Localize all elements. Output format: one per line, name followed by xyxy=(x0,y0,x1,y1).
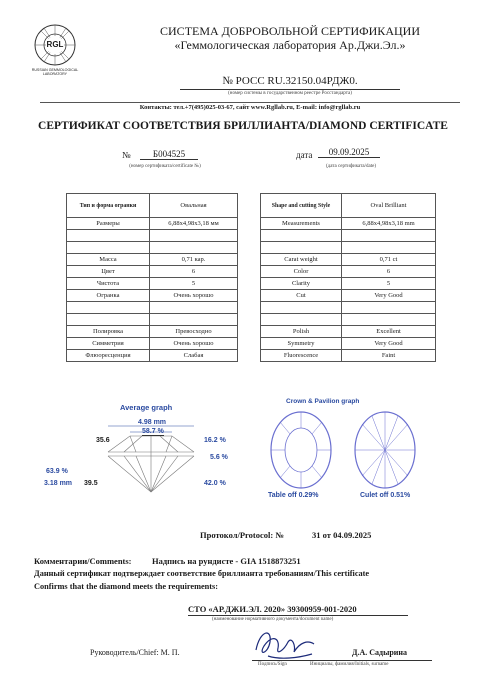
cell-label xyxy=(67,230,150,242)
table-row xyxy=(261,326,436,338)
cell-value xyxy=(150,302,238,314)
crown-angle-label: 35.6 xyxy=(96,437,110,444)
table-row xyxy=(67,338,238,350)
cell-value xyxy=(342,302,436,314)
pavilion-view-diagram xyxy=(352,410,418,490)
registry-caption: (номер системы в государственном реестре Росстандарта) xyxy=(228,91,352,96)
cell-label: Масса xyxy=(67,254,150,266)
cell-label: Цвет xyxy=(67,266,150,278)
cell-value: 5 xyxy=(150,278,238,290)
chief-name: Д.А. Садырина xyxy=(352,648,408,657)
cell-label: Размеры xyxy=(67,218,150,230)
table-russian xyxy=(66,193,238,362)
system-title: СИСТЕМА ДОБРОВОЛЬНОЙ СЕРТИФИКАЦИИ xyxy=(160,24,420,38)
cell-value: 6 xyxy=(150,266,238,278)
cell-value xyxy=(150,314,238,326)
contacts-line: Контакты: тел.+7(495)025-03-67, сайт www.Rgllab.ru, E-mail: info@rgllab.ru xyxy=(139,104,361,111)
cell-label: Measurements xyxy=(261,218,342,230)
cell-label: Cut xyxy=(261,290,342,302)
table-row xyxy=(261,314,436,326)
cell-value xyxy=(342,230,436,242)
cell-label xyxy=(67,314,150,326)
cell-value: 5 xyxy=(342,278,436,290)
cell-value: Excellent xyxy=(342,326,436,338)
table-percent-label: 58.7 % xyxy=(142,428,164,435)
table-row xyxy=(261,338,436,350)
cell-label xyxy=(67,242,150,254)
table-row xyxy=(261,218,436,230)
crown-height-label: 16.2 % xyxy=(204,437,226,444)
signature-rule xyxy=(252,660,432,661)
table-row xyxy=(67,314,238,326)
cell-value: 0,71 кар. xyxy=(150,254,238,266)
cell-value xyxy=(150,230,238,242)
cell-value: Слабая xyxy=(150,350,238,362)
cell-label: Флюоресценция xyxy=(67,350,150,362)
comments-value: Надпись на рундисте - GIA 1518873251 xyxy=(152,556,301,566)
logo-text: RGL xyxy=(46,40,64,49)
width-label: 4.98 mm xyxy=(138,419,167,426)
cert-date-prefix: дата xyxy=(296,150,313,160)
system-subtitle: «Геммологическая лаборатория Ар.Джи.Эл.» xyxy=(174,38,406,52)
name-caption: Инициалы, фамилия/Initials, surname xyxy=(310,662,389,667)
cell-value: 6,88x4,98x3,18 mm xyxy=(342,218,436,230)
standard-rule xyxy=(188,615,408,616)
table-row xyxy=(67,278,238,290)
cell-label: Symmetry xyxy=(261,338,342,350)
depth-mm-label: 3.18 mm xyxy=(44,480,73,487)
cell-label: Тип и форма огранки xyxy=(67,194,150,218)
table-row xyxy=(67,326,238,338)
cell-value: Очень хорошо xyxy=(150,290,238,302)
cell-label xyxy=(67,302,150,314)
chief-label: Руководитель/Chief: М. П. xyxy=(90,648,180,657)
standard-value: СТО «АР.ДЖИ.ЭЛ. 2020» 39300959-001-2020 xyxy=(188,604,357,614)
cell-label: Shape and cutting Style xyxy=(261,194,342,218)
table-off-label: Table off 0.29% xyxy=(268,492,319,499)
table-row xyxy=(67,350,238,362)
statement-line-2: Confirms that the diamond meets the requirements: xyxy=(34,582,219,591)
pavilion-depth-label: 42.0 % xyxy=(204,480,226,487)
cell-value xyxy=(342,314,436,326)
rgl-logo xyxy=(26,20,84,80)
table-row xyxy=(67,194,238,218)
logo-caption: RUSSIAN GEMMOLOGICAL LABORATORY xyxy=(31,68,79,76)
cell-label xyxy=(261,230,342,242)
table-row xyxy=(261,350,436,362)
table-row xyxy=(67,266,238,278)
total-depth-label: 63.9 % xyxy=(46,468,68,475)
cell-value: Овальная xyxy=(150,194,238,218)
protocol-value: 31 от 04.09.2025 xyxy=(312,530,372,540)
crown-graph-title: Crown & Pavilion graph xyxy=(286,398,360,405)
table-row xyxy=(261,194,436,218)
cell-label: Симметрия xyxy=(67,338,150,350)
table-row xyxy=(67,290,238,302)
cell-label: Carat weight xyxy=(261,254,342,266)
cell-label: Полировка xyxy=(67,326,150,338)
cert-number-caption: (номер сертификата/certificate №) xyxy=(129,164,201,169)
cell-value: 6 xyxy=(342,266,436,278)
table-row xyxy=(261,290,436,302)
cert-number-prefix: № xyxy=(122,150,131,160)
table-row xyxy=(261,242,436,254)
cell-value: Faint xyxy=(342,350,436,362)
cert-date-value: 09.09.2025 xyxy=(318,147,380,158)
cert-number-value: Б004525 xyxy=(140,149,198,160)
table-row xyxy=(67,218,238,230)
cell-value: Очень хорошо xyxy=(150,338,238,350)
table-row xyxy=(261,266,436,278)
cell-value: Very Good xyxy=(342,290,436,302)
table-row xyxy=(261,302,436,314)
cell-label xyxy=(261,242,342,254)
registry-number: № РОСС RU.32150.04РДЖ0. xyxy=(222,75,358,87)
cell-value xyxy=(342,242,436,254)
signature-caption: Подпись/Sign xyxy=(258,662,287,667)
cell-label: Fluorescence xyxy=(261,350,342,362)
registry-rule xyxy=(180,89,400,90)
signature-image xyxy=(250,620,320,664)
table-english xyxy=(260,193,436,362)
table-row xyxy=(261,230,436,242)
cert-date-caption: (дата сертификата/date) xyxy=(325,164,376,169)
table-row xyxy=(261,278,436,290)
comments-label: Комментарии/Comments: xyxy=(34,556,132,566)
cell-value: Very Good xyxy=(342,338,436,350)
average-graph-title: Average graph xyxy=(120,403,173,412)
standard-caption: (наименование нормативного документа/document name) xyxy=(212,617,334,622)
table-row xyxy=(67,302,238,314)
table-row xyxy=(261,254,436,266)
girdle-label: 5.6 % xyxy=(210,454,228,461)
cell-value: Превосходно xyxy=(150,326,238,338)
statement-line-1: Данный сертификат подтверждает соответствие бриллианта требованиям/This certificate xyxy=(34,569,370,578)
table-row xyxy=(67,230,238,242)
table-row xyxy=(67,254,238,266)
cell-label xyxy=(261,314,342,326)
pavilion-angle-label: 39.5 xyxy=(84,480,98,487)
cell-value: Oval Brilliant xyxy=(342,194,436,218)
cell-value xyxy=(150,242,238,254)
cell-value: 0,71 ct xyxy=(342,254,436,266)
cell-label xyxy=(261,302,342,314)
cell-label: Color xyxy=(261,266,342,278)
cell-label: Clarity xyxy=(261,278,342,290)
culet-off-label: Culet off 0.51% xyxy=(360,492,411,499)
cell-label: Polish xyxy=(261,326,342,338)
cell-value: 6,88x4,98x3,18 мм xyxy=(150,218,238,230)
cell-label: Огранка xyxy=(67,290,150,302)
certificate-title: СЕРТИФИКАТ СООТВЕТСТВИЯ БРИЛЛИАНТА/DIAMOND CERTIFICATE xyxy=(38,120,448,132)
table-row xyxy=(67,242,238,254)
header-divider xyxy=(40,102,460,103)
cell-label: Чистота xyxy=(67,278,150,290)
protocol-label: Протокол/Protocol: № xyxy=(200,530,284,540)
crown-view-diagram xyxy=(268,410,334,490)
